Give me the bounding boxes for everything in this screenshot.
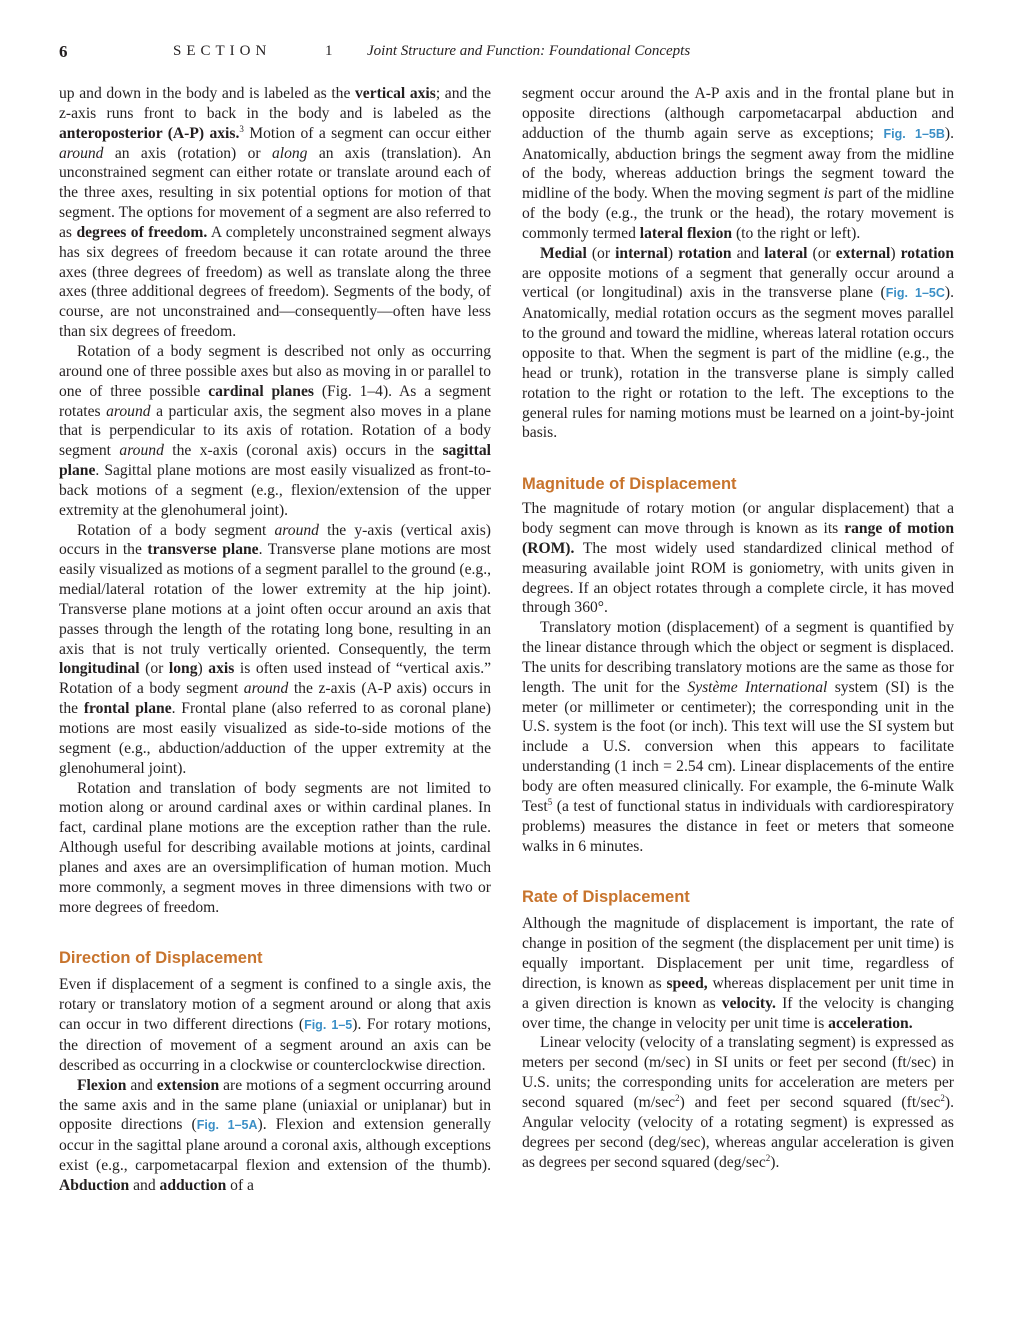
section-heading-rate: Rate of Displacement [522,888,690,907]
figure-link[interactable]: Fig. 1–5B [883,126,945,141]
figure-link[interactable]: Fig. 1–5A [196,1118,258,1133]
paragraph: Linear velocity (velocity of a translating segment) is expressed as meters per second (m/sec) in SI units or feet per second (ft/sec) in U.S. units; the corresponding units for acceleration are meters per second squared $(m/\sec^2)$ and feet per second squared $(ft/\sec^2)$. Angular velocity (velocity of a rotating segment) is expressed as degrees per second (deg/sec), whereas angular acceleration is given as degrees per second squared $(deg/\sec^2)$. [522,1034,954,1171]
paragraph: Flexion and extension are motions of a segment occurring around the same axis and in the same plane (uniaxial or uniplanar) but in opposite directions (Fig. 1–5A). Flexion and extension generally occur in the sagittal plane around a coronal axis, although exceptions exist (e.g., carpometacarpal flexion and extension of the thumb). Abduction and adduction of a [59,1076,492,1194]
paragraph: Rotation of a body segment is described not only as occurring around one of three possible axes but also as moving in or parallel to one of three possible cardinal planes (Fig. 1–4). As a segment rotates around a particular axis, the segment also moves in a plane that is perpendicular to its axis of rotation. Rotation of a body segment around the x-axis (coronal axis) occurs in the sagittal plane. Sagittal plane motions are most easily visualized as front-to-back motions of a segment (e.g., flexion/extension of the upper extremity at the glenohumeral joint). [59,342,491,519]
page-number: 6 [59,42,68,61]
paragraph: segment occur around the A-P axis and in the frontal plane but in opposite directions (although carpometacarpal abduction and adduction of the thumb again serve as exceptions; Fig. 1–5B). Anatomically, abduction brings the segment away from the midline of the body, whereas adduction brings the segment toward the midline of the body. When the moving segment is part of the midline of the body (e.g., the trunk or the head), the rotary movement is commonly termed lateral flexion (to the right or left). [522,85,954,242]
left-column [59,84,491,1196]
paragraph: Medial (or internal) rotation and lateral (or external) rotation are opposite motions of a segment that generally occur around a vertical (or longitudinal) axis in the transverse plane (Fig. 1–5C). Anatomically, medial rotation occurs as the segment moves parallel to the ground and toward the midline, whereas lateral rotation occurs opposite to that. When the segment is part of the midline (e.g., the head or trunk), rotation in the transverse plane is simply called rotation to the right or rotation to the left. The exceptions to the general rules for naming motions must be learned on a joint-by-joint basis. [522,244,955,442]
section-heading-magnitude: Magnitude of Displacement [522,475,737,494]
right-column [522,84,954,1172]
citation: 5 [547,796,553,807]
paragraph: Rotation and translation of body segments are not limited to motion along or around cardinal axes or within cardinal planes. In fact, cardinal plane motions are the exception rather than the rule. Although useful for describing available motions at joints, cardinal planes and axes are an oversimplification of human motion. Much more commonly, a segment moves in three dimensions with two or more degrees of freedom. [59,779,491,916]
paragraph: up and down in the body and is labeled as the vertical axis; and the z-axis runs front to back in the body and is labeled as the anteroposterior (A-P) axis.$^3$ Motion of a segment can occur either around an axis (rotation) or along an axis (translation). An unconstrained segment can either rotate or translate around each of the three axes, resulting in six potential options for motion of that segment. The options for movement of a segment are also referred to as degrees of freedom. A completely unconstrained segment always has six degrees of freedom because it can rotate around the three axes (three degrees of freedom) as well as translate along the three axes (three additional degrees of freedom). Segments of the body, of course, are not unconstrained and—consequently—often have less than six degrees of freedom. [59,85,492,341]
section-heading-direction: Direction of Displacement [59,949,263,968]
section-title: Joint Structure and Function: Foundational Concepts [367,43,691,59]
paragraph: Although the magnitude of displacement is important, the rate of change in position of the segment (the displacement per unit time) is equally important. Displacement per unit time, regardless of direction, is known as speed, whereas displacement per unit time in a given direction is known as velocity. If the velocity is changing over time, the change in velocity per unit time is acceleration. [522,915,954,1032]
paragraph: Rotation of a body segment around the y-axis (vertical axis) occurs in the transverse plane. Transverse plane motions are most easily visualized as motions of a segment parallel to the ground (e.g., medial/lateral rotation of the lower extremity at the hip joint). Transverse plane motions at a joint often occur around an axis that passes through the length of the rotating long bone, resulting in an axis that is not truly vertically oriented. Consequently, the term longitudinal (or long) axis is often used instead of “vertical axis.” Rotation of a body segment around the z-axis (A-P axis) occurs in the frontal plane. Frontal plane (also referred to as coronal plane) motions are most easily visualized as side-to-side motions of the segment (e.g., abduction/adduction of the upper extremity at the glenohumeral joint). [59,521,492,777]
figure-link[interactable]: Fig. 1–5 [304,1018,353,1033]
figure-link[interactable]: Fig. 1–5C [885,286,945,301]
paragraph: Translatory motion (displacement) of a segment is quantified by the linear distance through which the object or segment is displaced. The units for describing translatory motions are the same as those for length. The unit for the Système International system (SI) is the meter (or millimeter or centimeter); the corresponding unit in the U.S. system is the foot (or inch). This text will use the SI system but include a U.S. conversion when this appears to facilitate understanding (1 inch = 2.54 cm). Linear displacements of the entire body are often measured clinically. For example, the 6-minute Walk Test$^5$ (a test of functional status in individuals with cardiorespiratory problems) measures the distance in feet or meters that someone walks in 6 minutes. [522,619,954,855]
section-number: 1 [325,43,333,59]
citation: 3 [239,123,244,134]
paragraph: The magnitude of rotary motion (or angular displacement) that a body segment can move through is known as its range of motion (ROM). The most widely used standardized clinical method of measuring available joint ROM is goniometry, with units given in degrees. If an object rotates through a complete circle, it has moved through 360°. [522,500,954,617]
running-header [59,42,959,66]
section-label: SECTION [173,43,272,59]
paragraph: Even if displacement of a segment is confined to a single axis, the rotary or translatory motion of a segment around or along that axis can occur in two different directions (Fig. 1–5). For rotary motions, the direction of movement of a segment around an axis can be described as occurring in a clockwise or counterclockwise direction. [59,976,492,1074]
